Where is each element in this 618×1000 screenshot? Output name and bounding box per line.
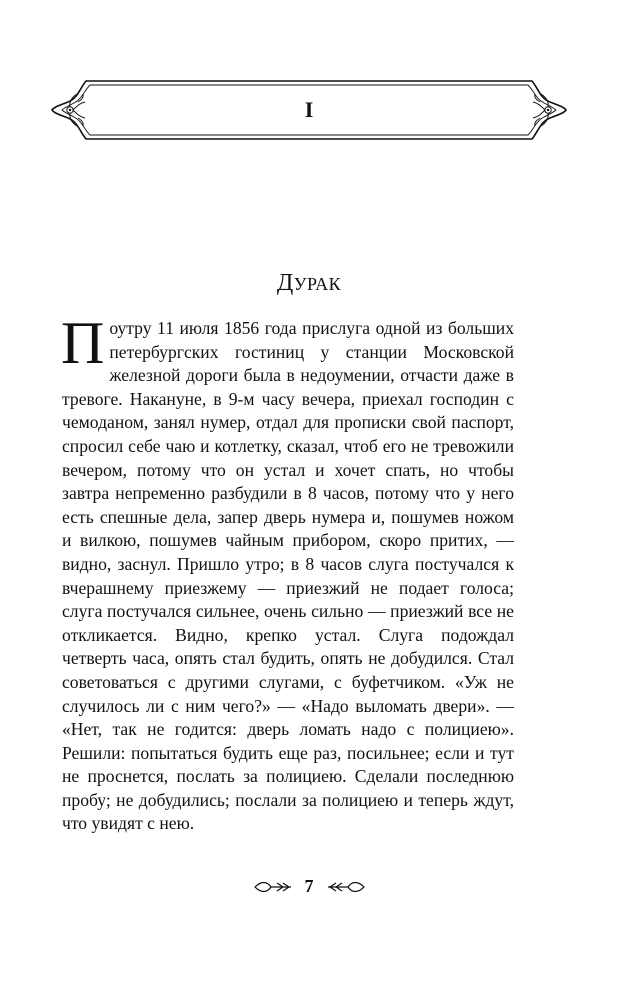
chapter-banner	[50, 78, 568, 142]
body-paragraph-text: оутру 11 июля 1856 года прислуга одной из больших петербургских гостиниц у станции Московской железной дороги была в недоумении, отчасти даже в тревоге. Накануне, в 9-м часу вечера, приехал господин с чемоданом, занял нумер, отдал для прописки свой паспорт, спросил себе чаю и котлетку, сказал, чтоб его не тревожили вечером, потому что он устал и хочет спать, но чтобы завтра непременно разбудили в 8 часов, потому что у него есть спешные дела, запер дверь нумера и, пошумев ножом и вилкою, пошумев чайным прибором, скоро притих, — видно, заснул. Пришло утро; в 8 часов слуга постучался к вчерашнему приезжему — приезжий не подает голоса; слуга постучался сильнее, очень сильно — приезжий все не откликается. Видно, крепко устал. Слуга подождал четверть часа, опять стал будить, опять не добудился. Стал советоваться с другими слугами, с буфетчиком. «Уж не случилось ли с ним чего?» — «Надо выломать двери». — «Нет, так не годится: дверь ломать надо с полициею». Решили: попытаться будить еще раз, посильнее; если и тут не проснется, послать за полициею. Сделали последнюю пробу; не добудились; послали за полициею и теперь ждут, что увидят с нею.	[62, 318, 514, 834]
body-paragraph	[61, 310, 514, 836]
page-number: 7	[304, 876, 314, 896]
page-folio	[0, 876, 618, 900]
story-title	[0, 270, 618, 297]
chapter-number: I	[304, 97, 314, 122]
flourish-icon	[326, 879, 366, 895]
drop-cap: П	[61, 310, 105, 376]
story-title-rest: УРАК	[293, 274, 342, 294]
story-title-initial: Д	[276, 270, 294, 296]
flourish-icon	[253, 879, 293, 895]
